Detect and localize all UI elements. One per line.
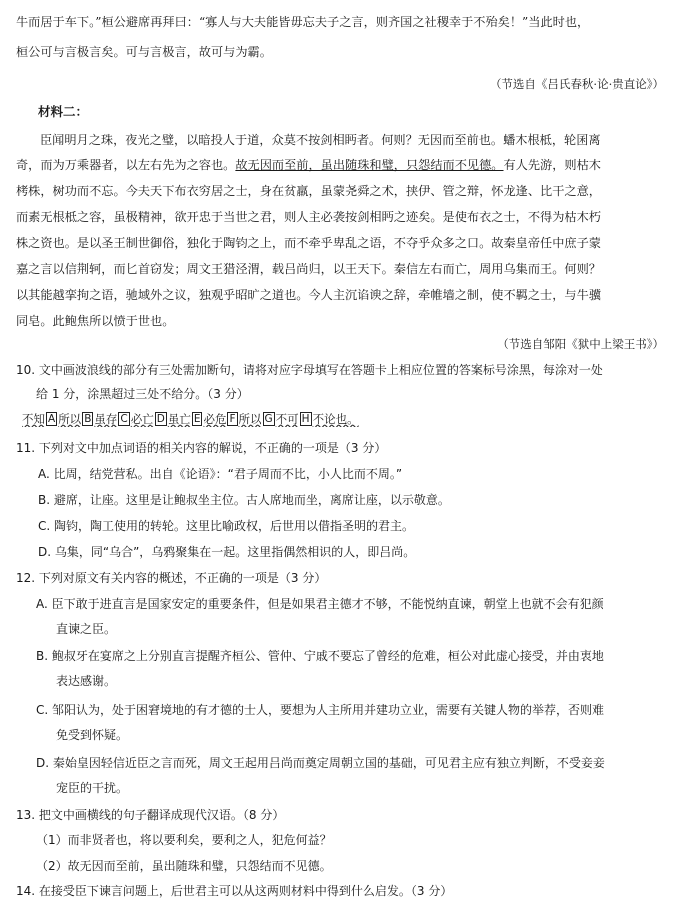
question-12-option-b: 表达感谢。 [56, 674, 117, 688]
answer-letter-box[interactable]: C [120, 413, 128, 425]
question-11-option: A. 比周，结党营私。出自《论语》：“君子周而不比，小人比而不周。” [38, 467, 403, 481]
source-citation: （节选自《吕氏春秋·论·贵直论》） [489, 77, 664, 91]
question-12-stem: 12. 下列对原文有关内容的概述，不正确的一项是（3 分） [16, 571, 327, 585]
answer-letter-box[interactable]: E [193, 413, 201, 425]
question-13-stem: 13. 把文中画横线的句子翻译成现代汉语。（8 分） [16, 808, 285, 822]
text-segment: 奇，而为万乘器者，以左右先为之容也。 [16, 158, 236, 172]
material-heading: 材料二： [38, 104, 89, 119]
text-line: 嘉之言以信荆轲，而匕首窃发；周文王猎泾渭，载吕尚归，以王天下。秦信左右而亡，周用乌集而王。何则？ [16, 262, 601, 276]
text-segment: 有人先游，则枯木 [503, 158, 601, 172]
question-12-option-c: 免受到怀疑。 [56, 728, 129, 742]
question-10-stem: 给 1 分，涂黑超过三处不给分。（3 分） [36, 387, 249, 401]
question-13-sentence: （2）故无因而至前，虽出随珠和璧，只怨结而不见德。 [36, 859, 332, 873]
wavy-line-passage [0, 411, 692, 427]
question-12-option-c: C. 邹阳认为，处于困窘境地的有才德的士人，要想为人主所用并建功立业，需要有关键人物的举荐，否则难 [36, 703, 605, 717]
text-line: 栲株，树功而不忘。今夫天下布衣穷居之士，身在贫羸，虽蒙尧舜之术，挟伊、管之辩，怀龙逢、比干之意， [16, 184, 601, 198]
question-11-option: D. 乌集，同“乌合”，乌鸦聚集在一起。这里指偶然相识的人，即吕尚。 [38, 545, 416, 559]
question-12-option-a: 直谏之臣。 [56, 622, 117, 636]
question-14-stem: 14. 在接受臣下谏言问题上，后世君主可以从这两则材料中得到什么启发。（3 分） [16, 884, 453, 898]
text-line: 而素无根柢之容，虽极精神，欲开忠于当世之君，则人主必袭按剑相眄之迹矣。是使布衣之士，不得为枯木朽 [16, 210, 601, 224]
text-line: 臣闻明月之珠，夜光之璧，以暗投人于道，众莫不按剑相眄者。何则？无因而至前也。蟠木根柢，轮囷离 [40, 133, 601, 147]
text-line: 株之资也。是以圣王制世御俗，独化于陶钧之上，而不牵乎卑乱之语，不夺乎众多之口。故秦皇帝任中庶子蒙 [16, 236, 601, 250]
answer-letter-box[interactable]: G [264, 413, 273, 425]
source-citation: （节选自邹阳《狱中上梁王书》） [497, 337, 664, 351]
question-11-option: C. 陶钧，陶工使用的转轮。这里比喻政权，后世用以借指圣明的君主。 [38, 519, 415, 533]
answer-letter-box[interactable]: D [156, 413, 165, 425]
wavy-text: 不知 A 所以 B 虽存 C 必亡 D 虽亡 E 必危 F 所以 G 不可 H 不论也。 [22, 412, 359, 426]
question-12-option-d: D. 秦始皇因轻信近臣之言而死，周文王起用吕尚而奠定周朝立国的基础，可见君主应有独立判断，不受妾妾 [36, 756, 605, 770]
question-12-option-b: B. 鲍叔牙在宴席之上分别直言提醒齐桓公、管仲、宁戚不要忘了曾经的危难，桓公对此虚心接受，并由衷地 [36, 649, 604, 663]
text-line: 以其能越挛拘之语，驰域外之议，独观乎昭旷之道也。今人主沉谄谀之辞，牵帷墙之制，使不羁之士，与牛骥 [16, 288, 601, 302]
answer-letter-box[interactable]: A [48, 413, 56, 425]
answer-letter-box[interactable]: F [229, 413, 236, 425]
question-10-stem: 10. 文中画波浪线的部分有三处需加断句，请将对应字母填写在答题卡上相应位置的答案标号涂黑，每涂对一处 [16, 363, 603, 377]
text-line: 牛而居于车下。”桓公避席再拜曰：“寡人与大夫能皆毋忘夫子之言，则齐国之社稷幸于不殆矣！”当此时也， [16, 15, 590, 29]
question-13-sentence: （1）而非贤者也，将以要利矣，要利之人，犯危何益？ [36, 833, 332, 847]
text-line: 同皂。此鲍焦所以愤于世也。 [16, 314, 175, 328]
question-11-stem: 11. 下列对文中加点词语的相关内容的解说，不正确的一项是（3 分） [16, 441, 387, 455]
question-11-option: B. 避席，让座。这里是让鲍叔坐主位。古人席地而坐，离席让座，以示敬意。 [38, 493, 450, 507]
question-12-option-a: A. 臣下敢于进直言是国家安定的重要条件，但是如果君主德才不够，不能悦纳直谏，朝堂上也就不会有犯颜 [36, 597, 604, 611]
underlined-sentence: 故无因而至前，虽出随珠和璧，只怨结而不见德。 [235, 158, 504, 172]
answer-letter-box[interactable]: B [84, 413, 92, 425]
text-line: 桓公可与言极言矣。可与言极言，故可与为霸。 [16, 45, 272, 59]
answer-letter-box[interactable]: H [301, 413, 310, 425]
question-12-option-d: 宠臣的干扰。 [56, 781, 129, 795]
text-line [0, 157, 692, 173]
